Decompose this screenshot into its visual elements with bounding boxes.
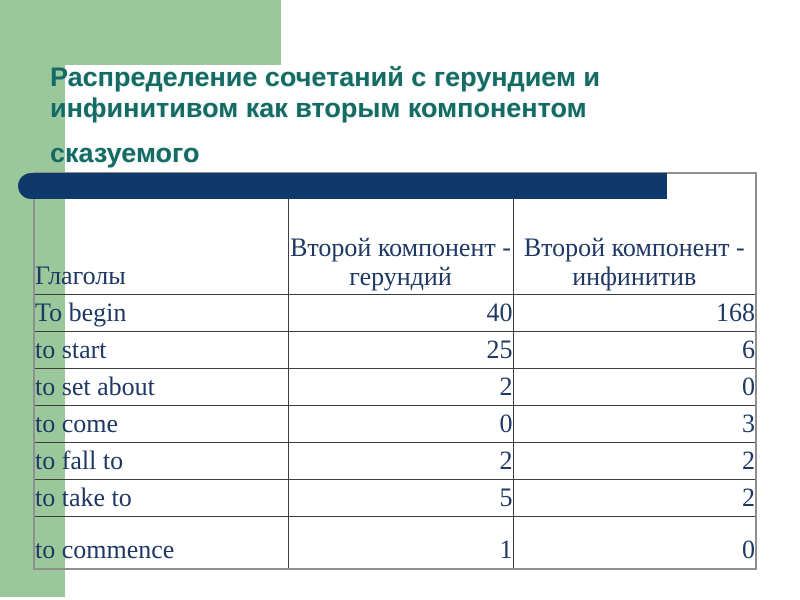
cell-gerund: 2 bbox=[288, 368, 513, 405]
verbs-distribution-table bbox=[33, 172, 757, 570]
cell-infinitive: 6 bbox=[513, 331, 756, 368]
cell-infinitive: 2 bbox=[513, 442, 756, 479]
column-header-infinitive-line2: инфинитив bbox=[572, 261, 697, 291]
cell-gerund: 1 bbox=[288, 516, 513, 569]
column-header-verbs: Глаголы bbox=[34, 173, 288, 294]
column-header-gerund-line2: герундий bbox=[349, 261, 452, 291]
slide-title bbox=[50, 62, 680, 169]
column-header-gerund-line1: Второй компонент - bbox=[290, 232, 511, 262]
cell-gerund: 40 bbox=[288, 294, 513, 331]
table-row bbox=[34, 479, 756, 516]
cell-gerund: 25 bbox=[288, 331, 513, 368]
table-row bbox=[34, 368, 756, 405]
cell-verb: to set about bbox=[34, 368, 288, 405]
table-row bbox=[34, 294, 756, 331]
table-body bbox=[34, 294, 756, 569]
cell-infinitive: 2 bbox=[513, 479, 756, 516]
cell-infinitive: 0 bbox=[513, 516, 756, 569]
slide-title-line-1: Распределение сочетаний с герундием и bbox=[50, 62, 601, 92]
slide-title-line-3: сказуемого bbox=[50, 138, 200, 168]
cell-infinitive: 168 bbox=[513, 294, 756, 331]
cell-verb: to take to bbox=[34, 479, 288, 516]
cell-verb: to commence bbox=[34, 516, 288, 569]
cell-infinitive: 0 bbox=[513, 368, 756, 405]
cell-verb: to come bbox=[34, 405, 288, 442]
cell-gerund: 2 bbox=[288, 442, 513, 479]
cell-verb: to start bbox=[34, 331, 288, 368]
table-row bbox=[34, 405, 756, 442]
table-row bbox=[34, 331, 756, 368]
table-row bbox=[34, 516, 756, 569]
template-navy-accent-bar bbox=[18, 173, 667, 199]
slide-title-line-2: инфинитивом как вторым компонентом bbox=[50, 93, 587, 123]
cell-gerund: 5 bbox=[288, 479, 513, 516]
column-header-infinitive-line1: Второй компонент - bbox=[523, 232, 745, 262]
cell-infinitive: 3 bbox=[513, 405, 756, 442]
cell-verb: to fall to bbox=[34, 442, 288, 479]
table-row bbox=[34, 442, 756, 479]
cell-verb: To begin bbox=[34, 294, 288, 331]
template-green-top-block bbox=[0, 0, 281, 65]
cell-gerund: 0 bbox=[288, 405, 513, 442]
